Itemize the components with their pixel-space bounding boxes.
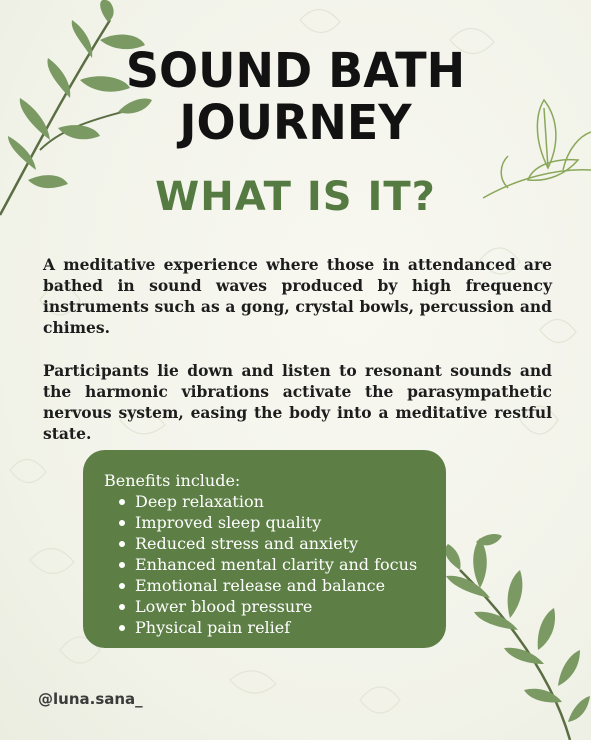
- leaf-branch-icon: [440, 530, 591, 740]
- section-subtitle: WHAT IS IT?: [155, 174, 436, 220]
- list-item: Physical pain relief: [117, 617, 446, 638]
- page-title-line-1: SOUND BATH: [125, 41, 466, 99]
- list-item: Enhanced mental clarity and focus: [117, 554, 446, 575]
- list-item: Reduced stress and anxiety: [117, 533, 446, 554]
- description-paragraph-2: Participants lie down and listen to resonant sounds and the harmonic vibrations activate the parasympathetic nervous system, easing the body into a meditative restful state.: [43, 360, 552, 443]
- benefits-heading: Benefits include:: [104, 471, 241, 490]
- list-item: Lower blood pressure: [117, 596, 446, 617]
- description-paragraph-1: A meditative experience where those in attendanced are bathed in sound waves produced by high frequency instruments such as a gong, crystal bowls, percussion and chimes.: [43, 254, 552, 337]
- benefits-list: [104, 491, 446, 638]
- list-item: Improved sleep quality: [117, 512, 446, 533]
- list-item: Deep relaxation: [117, 491, 446, 512]
- social-handle: @luna.sana_: [38, 690, 143, 708]
- page-title-line-2: JOURNEY: [179, 93, 412, 151]
- list-item: Emotional release and balance: [117, 575, 446, 596]
- benefits-card: [83, 450, 446, 648]
